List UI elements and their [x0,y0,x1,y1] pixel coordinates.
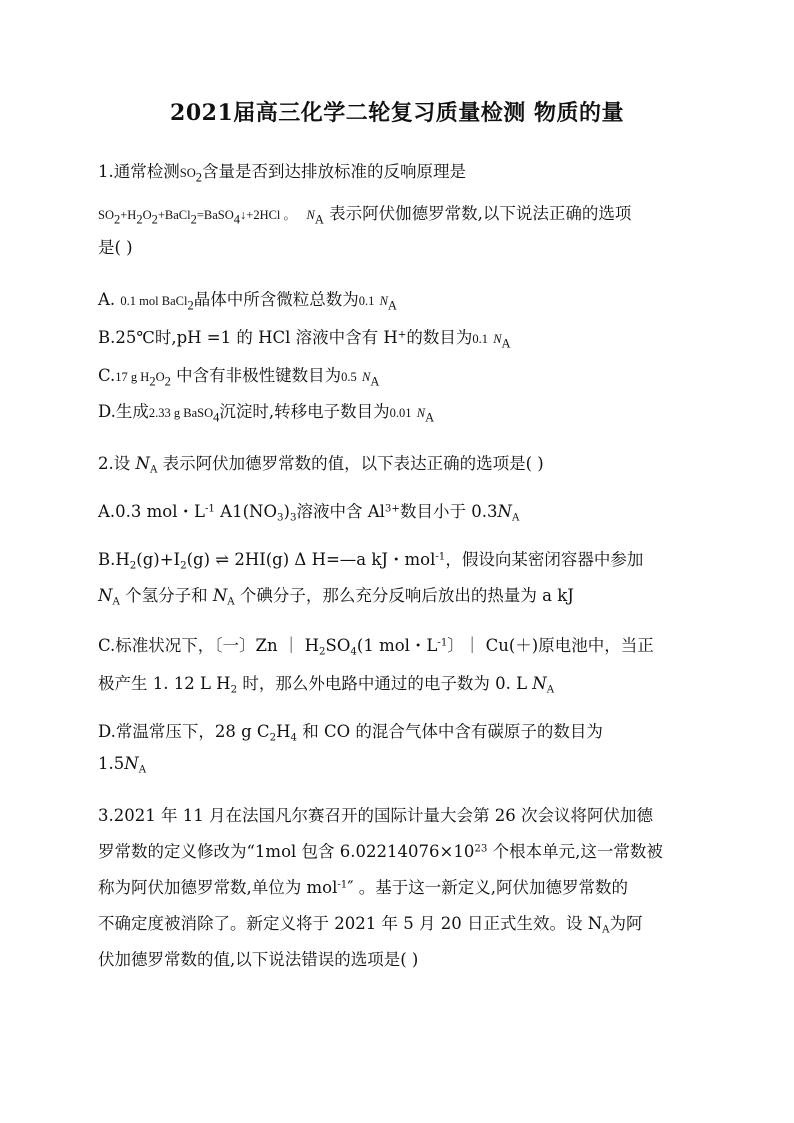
q3-line-5: 伏加德罗常数的值,以下说法错误的选项是( ) [98,950,419,969]
q2-option-b: $B.H_2(g)+I_2(g)$ ⇌ 2HI(g) Δ H=—a kJ・mol$^{-1}$，假设向某密闭容器中参加 [98,550,644,572]
q2-option-b-cont: $N_A$ 个氢分子和 $N_A$ 个碘分子，那么充分反响后放出的热量为 a kJ [98,586,574,608]
q1-stem-end: 是( ) [98,238,133,257]
q2-option-a: A.0.3 mol・$L^{-1}$ $A1(NO_3)_3$溶液中含 $Al^{3+}$数目小于 $0.3N_A$ [98,502,520,524]
q3-line-3: 称为阿伏加德罗常数,单位为 mol$^{-1}$″ 。基于这一新定义,阿伏加德罗常数的 [98,878,628,897]
q2-option-d: D.常温常压下，28 g $C_2H_4$ 和 CO 的混合气体中含有碳原子的数目为 [98,722,603,744]
q2-option-d-cont: $1.5N_A$ [98,754,147,776]
q3-line-2: 罗常数的定义修改为“1mol 包含 $6.02214076\times 10^{23}$ 个根本单元,这一常数被 [98,842,663,861]
q3-line-4: 不确定度被消除了。新定义将于 2021 年 5 月 20 日正式生效。设 $N_A$为阿 [98,914,643,936]
q1-option-b: B.25℃时,pH =1 的 HCl 溶液中含有 H+的数目为0.1 $N_A$ [98,328,511,351]
q1-option-d: D.生成2.33 g BaSO$_4$沉淀时,转移电子数目为0.01 $N_A$ [98,402,435,425]
q2-option-c-cont: 极产生 1. 12 L $H_2$ 时，那么外电路中通过的电子数为 0. L $N_A$ [98,674,555,696]
q1-option-c: C.17 g $H_2O_2$ 中含有非极性键数目为0.5 $N_A$ [98,366,380,389]
page-title: 2021届高三化学二轮复习质量检测 物质的量 [170,100,624,126]
q2-option-c: C.标准状况下，〔一〕Zn ｜ $H_2SO_4(1$ mol・$L^{-1}$〕｜ Cu(＋)原电池中，当正 [98,636,654,658]
q1-equation-line: $SO_2+H_2O_2+BaCl_2=BaSO_4↓+2HCl$ 。 $N_A$ 表示阿伏伽德罗常数,以下说法正确的选项 [98,204,632,227]
q2-stem: 2.设 $N_A$ 表示阿伏加德罗常数的值，以下表达正确的选项是( ) [98,454,544,476]
q3-line-1: 3.2021 年 11 月在法国凡尔赛召开的国际计量大会第 26 次会议将阿伏加德 [98,806,653,825]
q1-stem: 1.通常检测$SO_2$含量是否到达排放标准的反响原理是 [98,162,466,185]
q1-option-a: A. 0.1 mol BaCl$_2$晶体中所含微粒总数为0.1 $N_A$ [98,290,397,313]
